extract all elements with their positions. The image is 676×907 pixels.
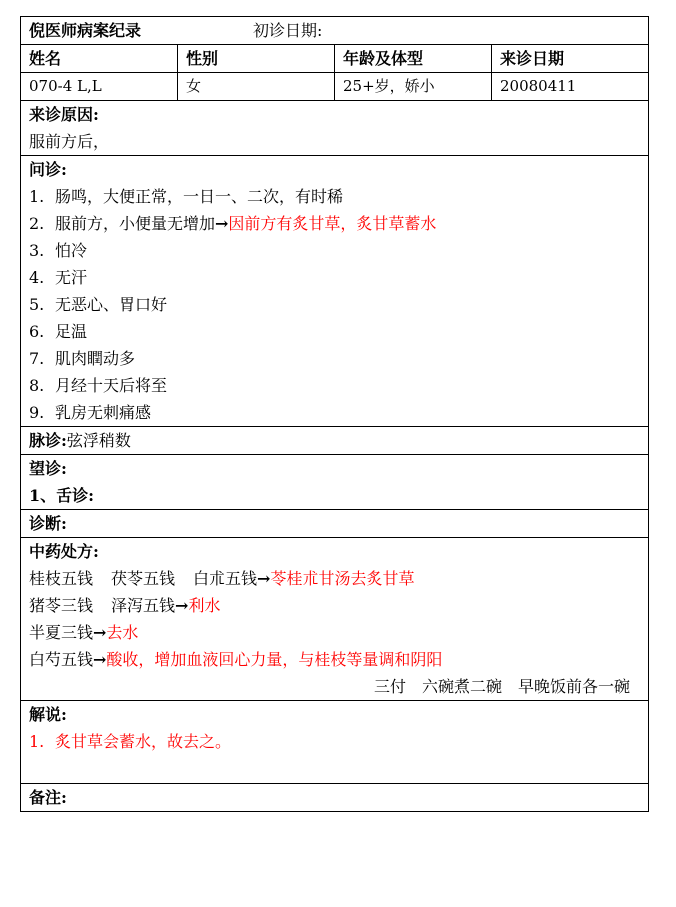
inquiry-item-text: 肠鸣，大便正常，一日一、二次，有时稀 bbox=[55, 187, 344, 206]
inquiry-item bbox=[29, 372, 640, 399]
inquiry-item-number: 6. bbox=[29, 322, 45, 341]
observation-label: 望诊: bbox=[29, 459, 67, 478]
explanation-label: 解说: bbox=[29, 705, 67, 724]
title-row bbox=[21, 17, 649, 45]
inquiry-item-number: 5. bbox=[29, 295, 45, 314]
dosage-instructions: 三付 六碗煮二碗 早晚饭前各一碗 bbox=[374, 677, 631, 696]
remarks-label: 备注: bbox=[29, 788, 67, 807]
inquiry-item-text: 无汗 bbox=[55, 268, 88, 287]
explanation-item bbox=[29, 728, 640, 755]
inquiry-item-number: 8. bbox=[29, 376, 45, 395]
herb-item: 白芍五钱 bbox=[29, 650, 94, 669]
pulse-cell bbox=[21, 427, 649, 455]
inquiry-item bbox=[29, 264, 640, 291]
visit-reason-label: 来诊原因: bbox=[29, 105, 99, 124]
visit-reason-cell bbox=[21, 101, 649, 156]
inquiry-item-text: 足温 bbox=[55, 322, 88, 341]
case-record-table bbox=[20, 16, 649, 812]
inquiry-item bbox=[29, 183, 640, 210]
right-arrow-icon: → bbox=[215, 214, 229, 233]
diagnosis-section bbox=[21, 510, 649, 538]
inquiry-item bbox=[29, 399, 640, 426]
prescription-note: 去水 bbox=[106, 623, 139, 642]
explanation-item-text: 炙甘草会蓄水，故去之。 bbox=[55, 732, 232, 751]
explanation-item-number: 1. bbox=[29, 732, 45, 751]
pulse-text: 弦浮稍数 bbox=[66, 431, 131, 450]
visit-reason-section bbox=[21, 101, 649, 156]
inquiry-item-text: 怕冷 bbox=[55, 241, 88, 260]
explanation-cell bbox=[21, 701, 649, 784]
patient-header-row bbox=[21, 45, 649, 73]
patient-sex-value: 女 bbox=[178, 73, 335, 101]
inquiry-item-text: 肌肉瞤动多 bbox=[55, 349, 136, 368]
herb-item: 半夏三钱 bbox=[29, 623, 94, 642]
prescription-label: 中药处方: bbox=[29, 542, 99, 561]
prescription-line bbox=[29, 619, 640, 646]
herb-item: 茯苓五钱 bbox=[111, 569, 176, 588]
inquiry-item-number: 3. bbox=[29, 241, 45, 260]
inquiry-item-number: 2. bbox=[29, 214, 45, 233]
herb-item: 猪苓三钱 bbox=[29, 596, 94, 615]
prescription-section bbox=[21, 538, 649, 701]
age-build-header: 年龄及体型 bbox=[335, 45, 492, 73]
inquiry-item bbox=[29, 345, 640, 372]
inquiry-item bbox=[29, 237, 640, 264]
record-title: 倪医师病案纪录 bbox=[29, 21, 142, 40]
sex-header: 性别 bbox=[178, 45, 335, 73]
prescription-note: 利水 bbox=[188, 596, 221, 615]
inquiry-section bbox=[21, 156, 649, 427]
herb-item: 桂枝五钱 bbox=[29, 569, 94, 588]
prescription-line bbox=[29, 592, 640, 619]
pulse-section bbox=[21, 427, 649, 455]
diagnosis-cell bbox=[21, 510, 649, 538]
remarks-cell bbox=[21, 784, 649, 812]
inquiry-cell bbox=[21, 156, 649, 427]
right-arrow-icon: → bbox=[257, 569, 271, 588]
inquiry-item-text: 月经十天后将至 bbox=[55, 376, 168, 395]
inquiry-item-text: 乳房无刺痛感 bbox=[55, 403, 152, 422]
inquiry-item-text: 无恶心、胃口好 bbox=[55, 295, 168, 314]
inquiry-item bbox=[29, 318, 640, 345]
first-visit-date-label: 初诊日期: bbox=[253, 21, 323, 40]
patient-name-value: 070-4 L,L bbox=[21, 73, 178, 101]
prescription-cell bbox=[21, 538, 649, 701]
visit-date-value: 20080411 bbox=[492, 73, 649, 101]
diagnosis-label: 诊断: bbox=[29, 514, 67, 533]
inquiry-item bbox=[29, 210, 640, 237]
right-arrow-icon: → bbox=[175, 596, 189, 615]
patient-age-build-value: 25+岁，娇小 bbox=[335, 73, 492, 101]
prescription-line bbox=[29, 646, 640, 673]
title-cell bbox=[21, 17, 649, 45]
explanation-section bbox=[21, 701, 649, 784]
right-arrow-icon: → bbox=[93, 623, 107, 642]
visit-date-header: 来诊日期 bbox=[492, 45, 649, 73]
observation-section bbox=[21, 455, 649, 510]
inquiry-item-number: 9. bbox=[29, 403, 45, 422]
herb-item: 白朮五钱 bbox=[193, 569, 258, 588]
tongue-diagnosis-label: 1、舌诊: bbox=[29, 486, 95, 505]
patient-value-row bbox=[21, 73, 649, 101]
inquiry-item-number: 4. bbox=[29, 268, 45, 287]
inquiry-item-number: 1. bbox=[29, 187, 45, 206]
inquiry-item-text: 服前方，小便量无增加 bbox=[55, 214, 216, 233]
remarks-section bbox=[21, 784, 649, 812]
prescription-line bbox=[29, 565, 640, 592]
pulse-label: 脉诊: bbox=[29, 431, 67, 450]
observation-cell bbox=[21, 455, 649, 510]
inquiry-item-note: 因前方有炙甘草，炙甘草蓄水 bbox=[228, 214, 437, 233]
prescription-note: 苓桂朮甘汤去炙甘草 bbox=[270, 569, 415, 588]
prescription-note: 酸收，增加血液回心力量，与桂枝等量调和阴阳 bbox=[106, 650, 443, 669]
right-arrow-icon: → bbox=[93, 650, 107, 669]
name-header: 姓名 bbox=[21, 45, 178, 73]
inquiry-item bbox=[29, 291, 640, 318]
inquiry-item-number: 7. bbox=[29, 349, 45, 368]
visit-reason-text: 服前方后， bbox=[29, 132, 110, 151]
herb-item: 泽泻五钱 bbox=[111, 596, 176, 615]
inquiry-label: 问诊: bbox=[29, 160, 67, 179]
